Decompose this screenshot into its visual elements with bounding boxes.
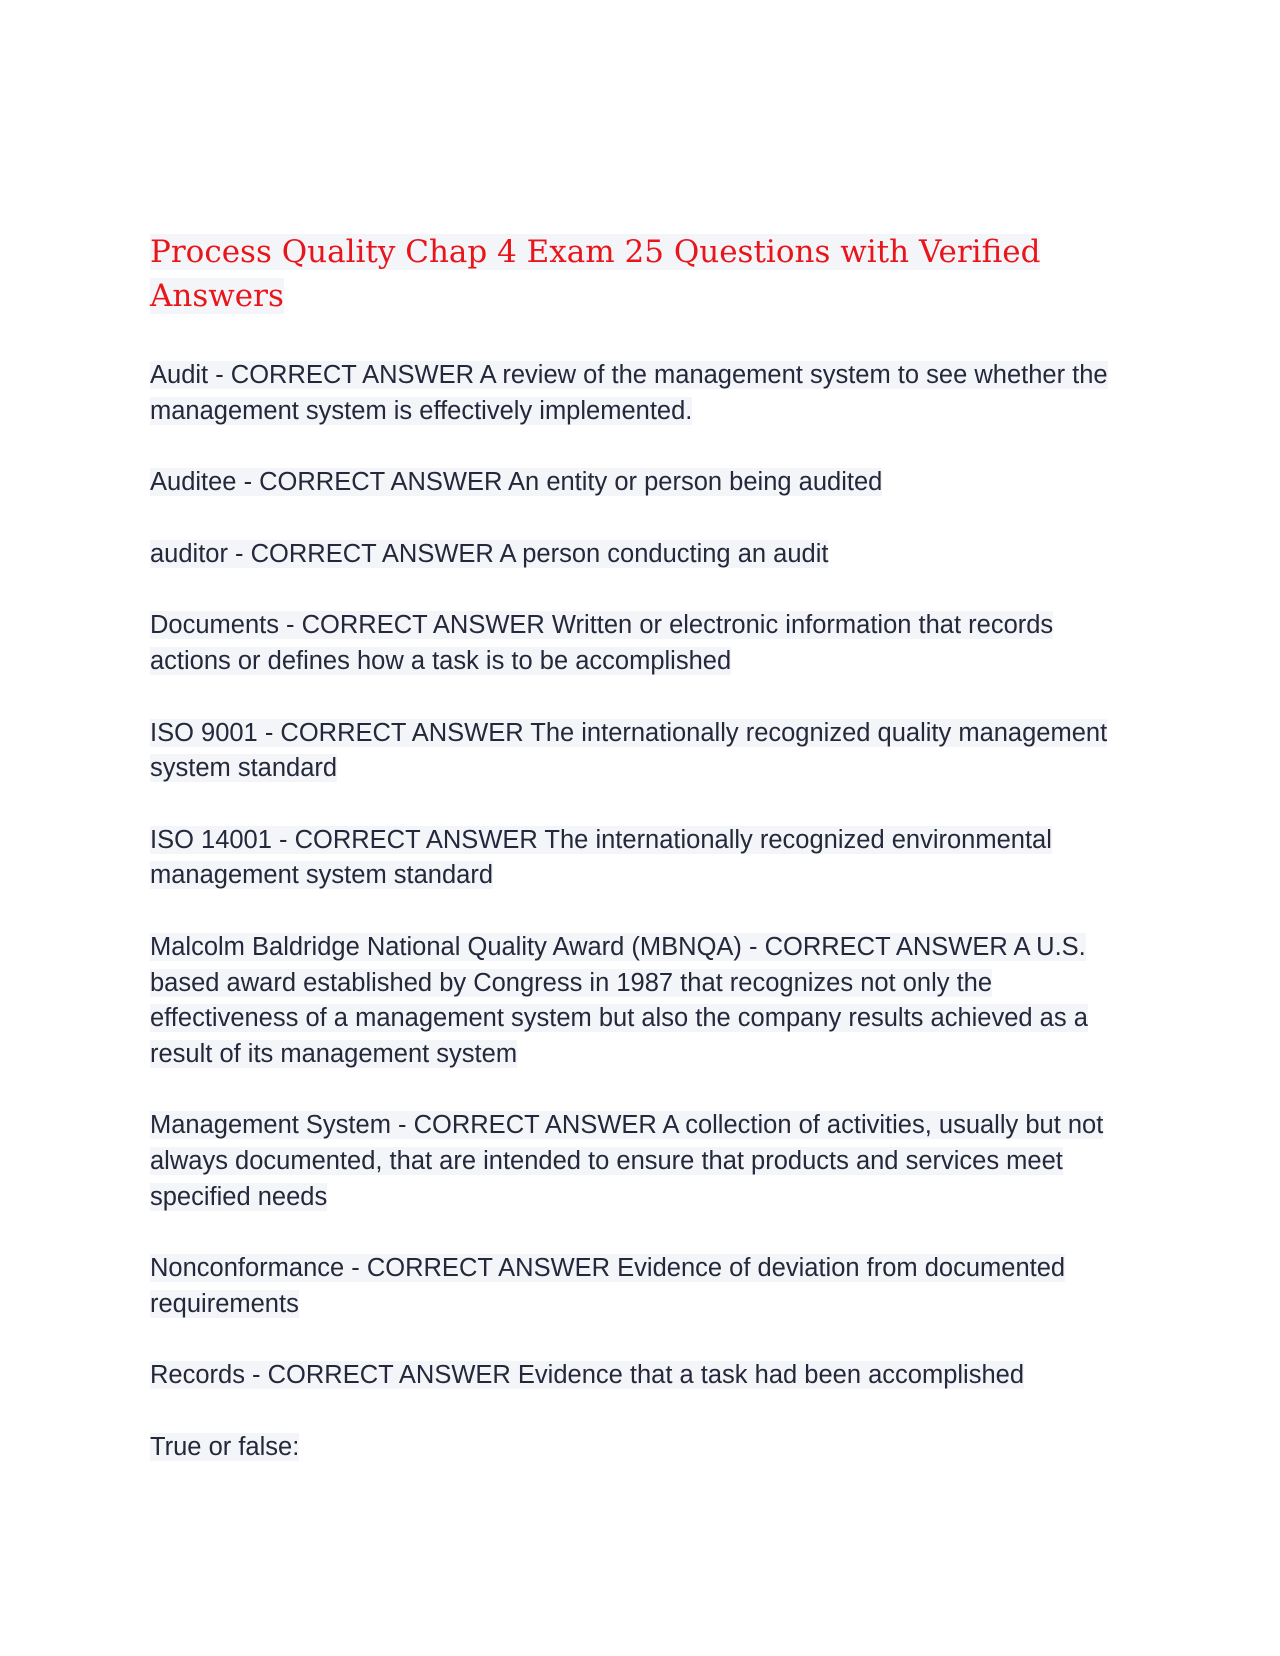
entry-text: ISO 14001 - CORRECT ANSWER The internationally recognized environmental management system standard [150,825,1052,890]
entry-text: Auditee - CORRECT ANSWER An entity or person being audited [150,468,883,497]
document-content [150,230,1140,1465]
entry-text: Documents - CORRECT ANSWER Written or electronic information that records actions or defines how a task is to be accomplished [150,611,1054,675]
entry-text: auditor - CORRECT ANSWER A person conducting an audit [150,539,829,568]
entry-mbnqa [150,930,1140,1072]
entry-text: Records - CORRECT ANSWER Evidence that a task had been accomplished [150,1361,1024,1390]
entry-management-system [150,1108,1140,1215]
entry-nonconformance [150,1251,1140,1322]
entry-documents [150,608,1140,679]
entry-auditor [150,537,1140,573]
document-title [150,230,1140,318]
entry-text: Audit - CORRECT ANSWER A review of the management system to see whether the management system is effectively implemented. [150,361,1108,425]
entry-text: Management System - CORRECT ANSWER A collection of activities, usually but not always documented, that are intended to ensure that products and services meet specified needs [150,1111,1104,1211]
entry-text: True or false: [150,1432,300,1461]
entry-records [150,1358,1140,1394]
document-title-text: Process Quality Chap 4 Exam 25 Questions with Verified Answers [150,234,1041,314]
entry-text: ISO 9001 - CORRECT ANSWER The internationally recognized quality management system standard [150,718,1108,783]
entry-iso-9001 [150,716,1140,787]
entry-text: Malcolm Baldridge National Quality Award (MBNQA) - CORRECT ANSWER A U.S. based award established by Congress in 1987 that recognizes not only the effectiveness of a management system but also the company results achieved as a result of its management system [150,932,1088,1068]
entry-true-or-false [150,1430,1140,1466]
entry-iso-14001 [150,823,1140,894]
entry-text: Nonconformance - CORRECT ANSWER Evidence of deviation from documented requirements [150,1254,1066,1318]
entry-auditee [150,465,1140,501]
entry-audit [150,358,1140,429]
